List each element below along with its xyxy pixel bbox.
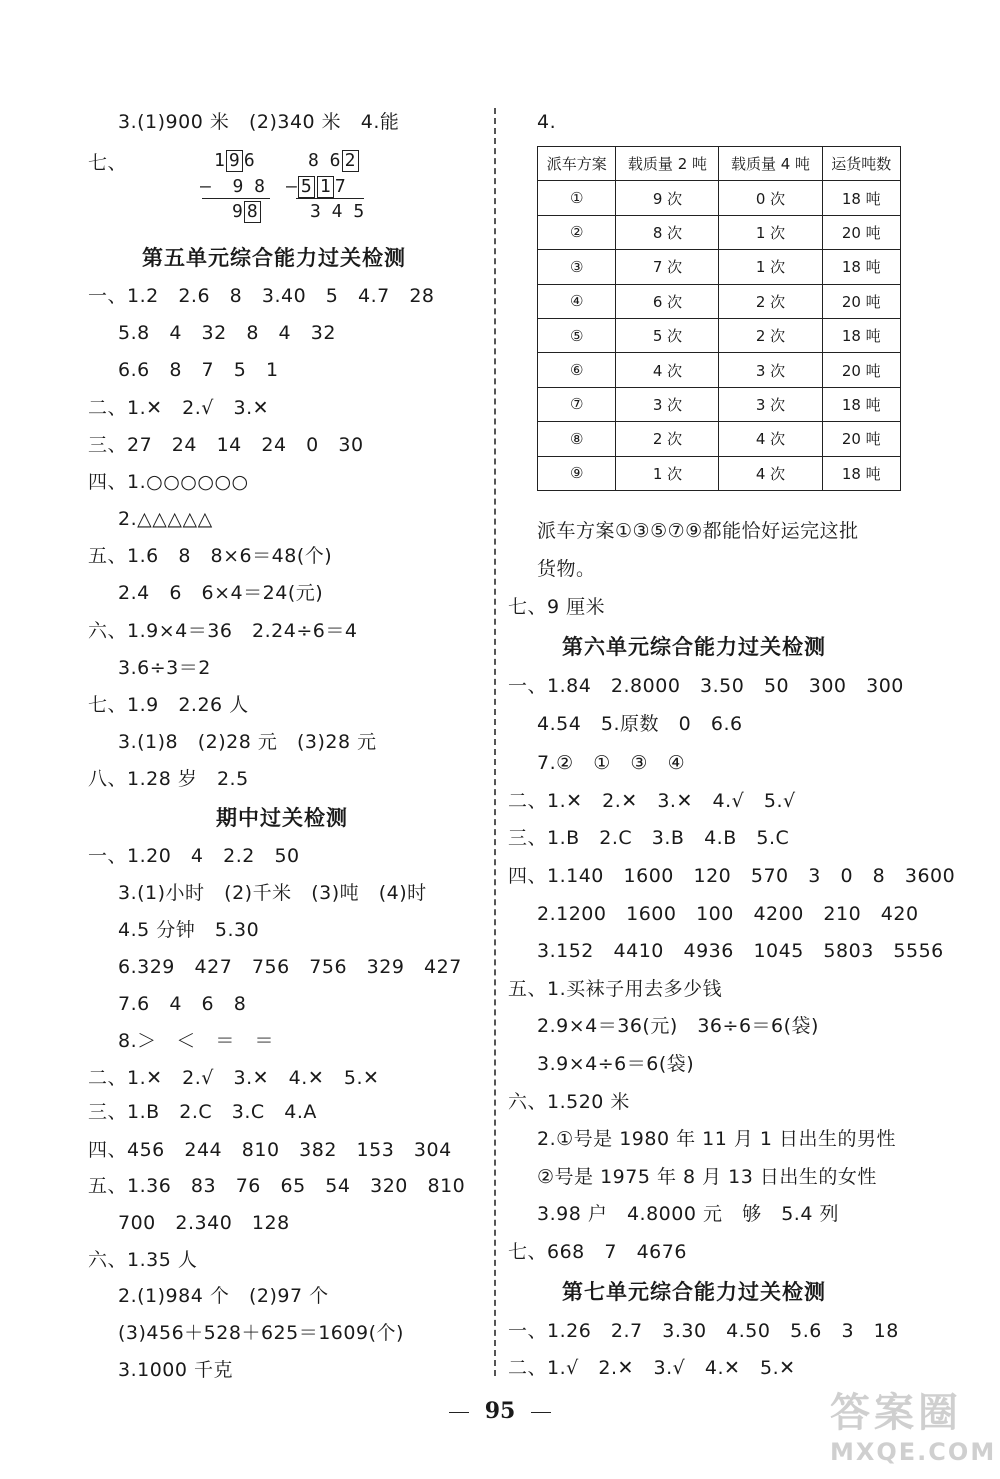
table-cell: 2 次 [719,284,822,318]
digit: 7 [334,176,346,197]
table-row [538,456,901,490]
column-header: 派车方案 [538,147,616,181]
table-cell: 20 吨 [822,422,901,456]
table-row [538,387,901,421]
answer-line: 6.329 427 756 756 329 427 [118,956,462,978]
table-cell: 3 次 [616,387,719,421]
table-cell: 1 次 [616,456,719,490]
answer-line: 八、1.28 岁 2.5 [88,768,249,790]
watermark-text: 答案圈 [830,1390,962,1436]
table-cell: 6 次 [616,284,719,318]
answer-line: 7.② ① ③ ④ [537,752,686,774]
table-cell: 20 吨 [822,353,901,387]
page-number-text: 95 [484,1398,516,1424]
answer-line: 五、1.6 8 8×6＝48(个) [88,545,333,567]
subtraction-bar [202,198,270,199]
answer-line: 2.(1)984 个 (2)97 个 [118,1285,329,1307]
answer-line: 一、1.20 4 2.2 50 [88,845,300,867]
table-cell: 3 次 [719,387,822,421]
answer-line: 2.1200 1600 100 4200 210 420 [537,903,919,925]
table-row [538,422,901,456]
answer-line: 四、1.140 1600 120 570 3 0 8 3600 [508,865,956,887]
answer-line: 一、1.2 2.6 8 3.40 5 4.7 28 [88,285,435,307]
answer-line: 六、1.35 人 [88,1249,198,1271]
table-cell: ⑨ [538,456,616,490]
answer-line: 3.(1)900 米 (2)340 米 4.能 [118,111,400,133]
answer-line: 二、1.✕ 2.√ 3.✕ 4.✕ 5.✕ [88,1067,380,1089]
answer-line: 5.8 4 32 8 4 32 [118,322,336,344]
answer-line: 2.9×4＝36(元) 36÷6＝6(袋) [537,1015,819,1037]
answer-line: 五、1.买袜子用去多少钱 [508,978,723,1000]
answer-line: 7.6 4 6 8 [118,993,247,1015]
table-cell: 7 次 [616,250,719,284]
dispatch-plan-table [537,146,901,491]
section-heading: 第五单元综合能力过关检测 [142,246,406,270]
table-row [538,353,901,387]
table-cell: 18 吨 [822,318,901,352]
answer-line: 派车方案①③⑤⑦⑨都能恰好运完这批 [537,520,859,542]
answer-line: 3.9×4÷6＝6(袋) [537,1053,695,1075]
answer-line: 4.54 5.原数 0 6.6 [537,713,743,735]
answer-line: 二、1.✕ 2.√ 3.✕ [88,397,270,419]
answer-line: 3.152 4410 4936 1045 5803 5556 [537,940,944,962]
table-cell: 9 次 [616,181,719,215]
answer-line: 3.6÷3＝2 [118,657,211,679]
answer-box: 9 [226,150,243,172]
table-cell: ⑧ [538,422,616,456]
answer-box: 8 [244,201,261,223]
table-cell: ⑤ [538,318,616,352]
digit: 1 [214,150,225,171]
answer-line: 700 2.340 128 [118,1212,290,1234]
dash-decoration [531,1412,551,1413]
answer-line: 四、456 244 810 382 153 304 [88,1139,452,1161]
section-label: 七、 [88,152,128,174]
table-cell: 20 吨 [822,284,901,318]
answer-line: 3.98 户 4.8000 元 够 5.4 列 [537,1203,839,1225]
table-cell: 1 次 [719,250,822,284]
answer-line: ②号是 1975 年 8 月 13 日出生的女性 [537,1166,877,1188]
subtraction-bar [296,198,364,199]
answer-line: 3.1000 千克 [118,1359,234,1381]
table-cell: ⑥ [538,353,616,387]
answer-line: 2.①号是 1980 年 11 月 1 日出生的男性 [537,1128,897,1150]
watermark-url: MXQE.COM [830,1438,997,1466]
answer-line: 2.4 6 6×4＝24(元) [118,582,324,604]
subtrahend: – 9 8 [200,176,266,197]
answer-line: 七、668 7 4676 [508,1241,687,1263]
table-cell: 2 次 [616,422,719,456]
digit: 8 6 [308,150,341,171]
answer-line: 二、1.✕ 2.✕ 3.✕ 4.√ 5.√ [508,790,796,812]
answer-line: 一、1.84 2.8000 3.50 50 300 300 [508,675,904,697]
answer-line: 五、1.36 83 76 65 54 320 810 [88,1175,466,1197]
table-cell: ② [538,215,616,249]
digit: 9 [232,201,243,222]
column-header: 运货吨数 [822,147,901,181]
difference: 3 4 5 [310,201,365,222]
answer-line: 四、1.○○○○○○ [88,471,249,493]
answer-line: 8.＞ ＜ ＝ ＝ [118,1030,274,1052]
table-row [538,250,901,284]
table-cell: ③ [538,250,616,284]
answer-line: 6.6 8 7 5 1 [118,359,279,381]
column-divider [494,108,496,1376]
answer-line: 4. [537,111,557,133]
table-cell: ⑦ [538,387,616,421]
table-cell: 1 次 [719,215,822,249]
answer-line: 七、1.9 2.26 人 [88,694,249,716]
answer-line: 4.5 分钟 5.30 [118,919,260,941]
table-cell: 0 次 [719,181,822,215]
minus-sign: – [286,176,297,197]
answer-line: 六、1.9×4＝36 2.24÷6＝4 [88,620,358,642]
answer-line: 三、27 24 14 24 0 30 [88,434,364,456]
table-row [538,318,901,352]
table-cell: 8 次 [616,215,719,249]
table-cell: 4 次 [616,353,719,387]
table-cell: 18 吨 [822,456,901,490]
answer-line: 三、1.B 2.C 3.B 4.B 5.C [508,827,790,849]
table-header-row [538,147,901,181]
answer-line: 一、1.26 2.7 3.30 4.50 5.6 3 18 [508,1320,899,1342]
table-row [538,215,901,249]
answer-line: 七、9 厘米 [508,596,606,618]
watermark-logo [830,1381,997,1467]
table-row [538,181,901,215]
answer-line: 3.(1)8 (2)28 元 (3)28 元 [118,731,377,753]
answer-line: 3.(1)小时 (2)千米 (3)吨 (4)时 [118,882,427,904]
answer-line: 2.△△△△△ [118,508,213,530]
digit: 6 [243,150,255,171]
column-header: 载质量 2 吨 [616,147,719,181]
answer-line: 三、1.B 2.C 3.C 4.A [88,1101,317,1123]
table-row [538,284,901,318]
table-cell: 20 吨 [822,215,901,249]
answer-box: 5 [298,176,315,198]
table-cell: 18 吨 [822,181,901,215]
dash-decoration [449,1412,469,1413]
column-header: 载质量 4 吨 [719,147,822,181]
section-heading: 期中过关检测 [216,806,348,830]
answer-box: 2 [342,150,359,172]
table-cell: 4 次 [719,422,822,456]
table-cell: ④ [538,284,616,318]
answer-line: (3)456＋528＋625＝1609(个) [118,1322,404,1344]
answer-line: 六、1.520 米 [508,1091,630,1113]
table-cell: ① [538,181,616,215]
table-cell: 4 次 [719,456,822,490]
section-heading: 第六单元综合能力过关检测 [562,635,826,659]
table-cell: 18 吨 [822,387,901,421]
table-cell: 18 吨 [822,250,901,284]
section-heading: 第七单元综合能力过关检测 [562,1280,826,1304]
answer-box: 1 [317,176,334,198]
answer-line: 二、1.√ 2.✕ 3.√ 4.✕ 5.✕ [508,1357,796,1379]
answer-line: 货物。 [537,558,596,580]
table-cell: 2 次 [719,318,822,352]
table-cell: 5 次 [616,318,719,352]
table-cell: 3 次 [719,353,822,387]
